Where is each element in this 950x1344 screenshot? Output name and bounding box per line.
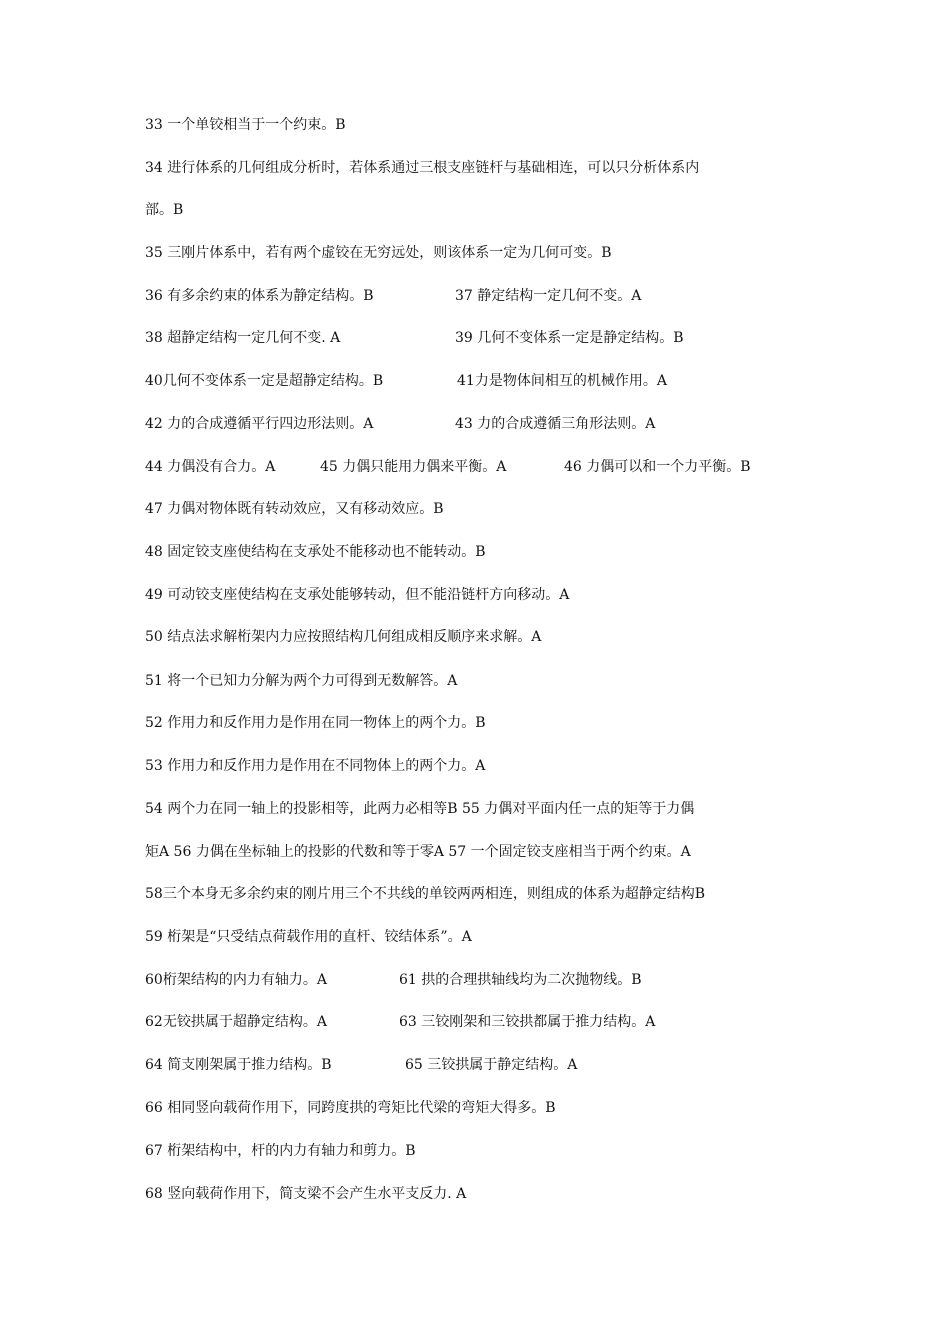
text-segment: 37 静定结构一定几何不变。A: [455, 288, 642, 304]
text-line: 53 作用力和反作用力是作用在不同物体上的两个力。A: [145, 758, 486, 774]
text-line: 67 桁架结构中，杆的内力有轴力和剪力。B: [145, 1143, 416, 1159]
text-line: 52 作用力和反作用力是作用在同一物体上的两个力。B: [145, 715, 486, 731]
text-line: 34 进行体系的几何组成分析时，若体系通过三根支座链杆与基础相连，可以只分析体系内: [145, 160, 700, 176]
text-line: 66 相同竖向载荷作用下，同跨度拱的弯矩比代梁的弯矩大得多。B: [145, 1100, 556, 1116]
text-line: 50 结点法求解桁架内力应按照结构几何组成相反顺序来求解。A: [145, 629, 542, 645]
text-line: 48 固定铰支座使结构在支承处不能移动也不能转动。B: [145, 544, 486, 560]
text-segment: 61 拱的合理拱轴线均为二次抛物线。B: [399, 972, 642, 988]
text-line: 51 将一个已知力分解为两个力可得到无数解答。A: [145, 673, 458, 689]
text-line: 部。B: [145, 202, 184, 218]
text-segment: 36 有多余约束的体系为静定结构。B: [145, 288, 374, 304]
text-segment: 39 几何不变体系一定是静定结构。B: [455, 330, 684, 346]
text-segment: 45 力偶只能用力偶来平衡。A: [320, 459, 507, 475]
text-segment: 60桁架结构的内力有轴力。A: [145, 972, 327, 988]
text-segment: 64 简支刚架属于推力结构。B: [145, 1057, 332, 1073]
text-line: 33 一个单铰相当于一个约束。B: [145, 117, 346, 133]
text-line: 49 可动铰支座使结构在支承处能够转动，但不能沿链杆方向移动。A: [145, 587, 570, 603]
text-segment: 62无铰拱属于超静定结构。A: [145, 1014, 327, 1030]
text-line: 58三个本身无多余约束的刚片用三个不共线的单铰两两相连，则组成的体系为超静定结构B: [145, 886, 706, 902]
text-segment: 40几何不变体系一定是超静定结构。B: [145, 373, 384, 389]
text-line: 35 三刚片体系中，若有两个虚铰在无穷远处，则该体系一定为几何可变。B: [145, 245, 612, 261]
text-line: 59 桁架是“只受结点荷载作用的直杆、铰结体系”。A: [145, 929, 472, 945]
text-segment: 38 超静定结构一定几何不变. A: [145, 330, 341, 346]
text-segment: 65 三铰拱属于静定结构。A: [405, 1057, 578, 1073]
text-segment: 46 力偶可以和一个力平衡。B: [564, 459, 751, 475]
text-line: 54 两个力在同一轴上的投影相等，此两力必相等B 55 力偶对平面内任一点的矩等于力偶: [145, 801, 695, 817]
text-segment: 63 三铰刚架和三铰拱都属于推力结构。A: [399, 1014, 656, 1030]
text-line: 47 力偶对物体既有转动效应，又有移动效应。B: [145, 501, 444, 517]
text-line: 矩A 56 力偶在坐标轴上的投影的代数和等于零A 57 一个固定铰支座相当于两个约束。A: [145, 844, 691, 860]
text-segment: 43 力的合成遵循三角形法则。A: [455, 416, 656, 432]
text-segment: 42 力的合成遵循平行四边形法则。A: [145, 416, 374, 432]
text-segment: 44 力偶没有合力。A: [145, 459, 276, 475]
text-line: 68 竖向载荷作用下，简支梁不会产生水平支反力. A: [145, 1186, 467, 1202]
text-segment: 41力是物体间相互的机械作用。A: [457, 373, 667, 389]
